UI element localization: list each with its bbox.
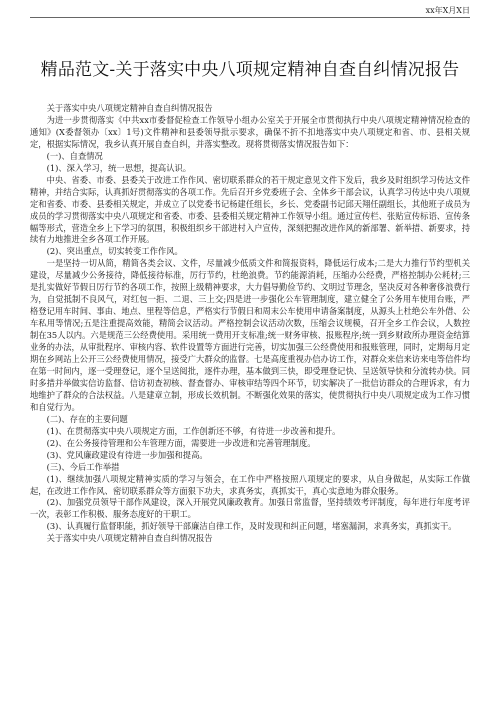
header-rule xyxy=(30,17,470,18)
document-body xyxy=(30,103,470,545)
next-step-item: (2)、加强党员领导干部作风建设，深入开展党风廉政教育。加强日常监督，坚持绩效考评制度，每年进行年度考评一次，表彰工作积极、服务态度好的干职工。 xyxy=(30,497,470,520)
next-step-item: (1)、继续加强八项规定精神实质的学习与领会，在工作中严格按照八项规定的要求，从自身做起，从实际工作做起，在改进工作作风、密切联系群众等方面狠下功夫，求真务实，真抓实干，真心实意地为群众服务。 xyxy=(30,473,470,496)
section-heading-next-steps: (三)、今后工作举措 xyxy=(46,461,120,472)
paragraph-footer-title: 关于落实中央八项规定精神自查自纠情况报告 xyxy=(46,533,213,544)
paragraph-subject: 关于落实中央八项规定精神自查自纠情况报告 xyxy=(46,103,213,113)
problem-item: (2)、在公务接待管理和公车管理方面，需要进一步改进和完善管理制度。 xyxy=(46,437,316,448)
section-heading-self-check: (一)、自查情况 xyxy=(46,150,103,161)
paragraph-intro: 为进一步贯彻落实《中共xx市委督促检查工作领导小组办公室关于开展全市贯彻执行中央八项规定精神情况检查的通知》(X委督领办〔xx〕1号)文件精神和县委领导批示要求，确保不折不扣地落实中央八项规定和省、市、县相关规定，根据实际情况，我乡认真开展自查自纠，并落实整改。现将贯彻落实情况报告如下： xyxy=(30,114,470,149)
section-heading-problems: (二)、存在的主要问题 xyxy=(46,413,128,424)
paragraph-study: 中央、省委、市委、县委关于改进工作作风、密切联系群众的若干规定意见文件下发后，我乡及时组织学习传达文件精神，并结合实际，认真抓好贯彻落实的各项工作。先后召开乡党委班子会、全体乡干部会议，认真学习传达中央八项规定和省委、市委、县委相关规定，并成立了以党委书记杨建任组长，乡长、党委副书记邱天翔任副组长，其他班子成员为成员的学习贯彻落实中央八项规定和省委、市委、县委相关规定精神工作领导小组。通过宣传栏、张贴宣传标语、宣传条幅等形式，营造全乡上下学习的氛围，积极组织乡干部进村入户宣传，深刻把握改进作风的新部署、新举措、新要求，持续有力地推进全乡各项工作开展。 xyxy=(30,174,470,245)
document-title: 精品范文-关于落实中央八项规定精神自查自纠情况报告 xyxy=(40,60,460,81)
header-date: xx年X月X日 xyxy=(425,6,470,15)
paragraph-measures: 一是坚持一切从简，精简各类会议、文件，尽量减少低质文件和简报资料，降低运行成本;二是大力推行节约型机关建设，尽量减少公务接待，降低接待标准，厉行节约，杜绝浪费。节约能源消耗，压缩办公经费，严格控制办公耗材;三是扎实做好节假日厉行节约各项工作，按照上级精神要求，大力倡导勤俭节约、文明过节理念，坚决反对各种奢侈浪费行为，自觉抵制不良风气，对红包一拒、二退、三上交;四是进一步强化公车管理制度，建立健全了公务用车使用台账，严格登记用车时间、事由、地点、里程等信息，严格实行节假日和周末公车使用申请备案制度，从源头上杜绝公车外借、公车私用等情况;五是注重提高效能，精简会议活动。严格控制会议活动次数，压缩会议规模，召开全乡工作会议，人数控制在35人以内。六是规范三公经费使用。采用统一费用开支标准;统一财务审核、报账程序;统一到乡财政所办理资金结算业务的办法，从审批程序、审核内容、软件设置等方面进行完善，切实加强三公经费使用和报账管理，同时，定期每月定期在乡网站上公开三公经费使用情况，接受广大群众的监督。七是高度重视办信办访工作，对群众来信来访来电等信件均在第一时间内，逐一受理登记，逐个呈送阅批，逐件办理，基本做到三快，即受理登记快、呈送领导快和分流转办快。同时多措并举做实信访监督、信访初查初核、督查督办、审核审结等四个环节，切实解决了一批信访群众的合理诉求，有力地维护了群众的合法权益。八是建章立制，形成长效机制。不断强化效果的落实，使贯彻执行中央八项规定成为工作习惯和自觉行为。 xyxy=(30,258,470,412)
problem-item: (3)、党风廉政建设有待进一步加强和提高。 xyxy=(46,449,208,460)
subheading-study: (1)、深入学习，统一思想，提高认识。 xyxy=(46,162,192,173)
next-step-item: (3)、认真履行监督职能，抓好领导干部廉洁自律工作，及时发现和纠正问题，堵塞漏洞，求真务实，真抓实干。 xyxy=(46,521,457,532)
problem-item: (1)、在贯彻落实中央八项规定方面，工作创新还不够，有待进一步改善和提升。 xyxy=(46,425,341,436)
subheading-focus: (2)、突出重点，切实转变工作作风。 xyxy=(46,246,183,257)
